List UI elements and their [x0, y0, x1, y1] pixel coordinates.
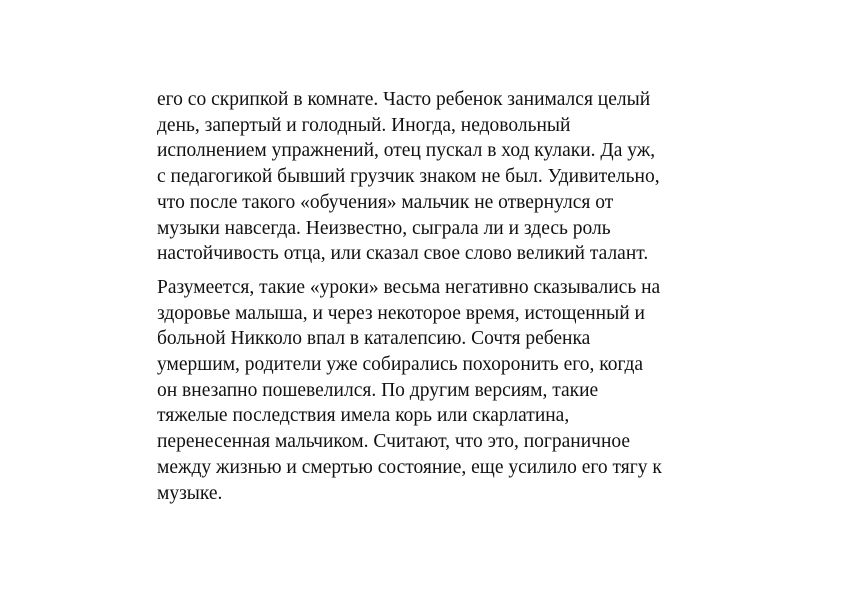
text-line: здоровье малыша, и через некоторое время, истощенный и: [157, 302, 645, 324]
text-line: его со скрипкой в комнате. Часто ребенок занимался целый: [157, 89, 651, 110]
text-line: умершим, родители уже собирались похоронить его, когда: [157, 354, 644, 376]
text-line: настойчивость отца, или сказал свое слово великий талант.: [157, 243, 649, 265]
document-text: [157, 87, 737, 506]
text-line: музыке.: [157, 482, 223, 504]
text-line: музыки навсегда. Неизвестно, сыграла ли и здесь роль: [157, 217, 611, 239]
text-line: Разумеется, такие «уроки» весьма негативно сказывались на: [157, 276, 661, 298]
text-line: с педагогикой бывший грузчик знаком не был. Удивительно,: [157, 166, 660, 188]
paragraph-2: [157, 275, 737, 506]
paragraph-1: [157, 87, 737, 267]
text-line: что после такого «обучения» мальчик не отвернулся от: [157, 191, 614, 213]
text-line: он внезапно пошевелился. По другим версиям, такие: [157, 379, 599, 401]
text-line: день, запертый и голодный. Иногда, недовольный: [157, 114, 571, 136]
text-line: тяжелые последствия имела корь или скарлатина,: [157, 405, 570, 427]
text-line: исполнением упражнений, отец пускал в ход кулаки. Да уж,: [157, 140, 656, 162]
text-line: перенесенная мальчиком. Считают, что это, пограничное: [157, 431, 631, 453]
text-line: между жизнью и смертью состояние, еще усилило его тягу к: [157, 456, 662, 478]
text-line: больной Никколо впал в каталепсию. Сочтя ребенка: [157, 328, 591, 350]
